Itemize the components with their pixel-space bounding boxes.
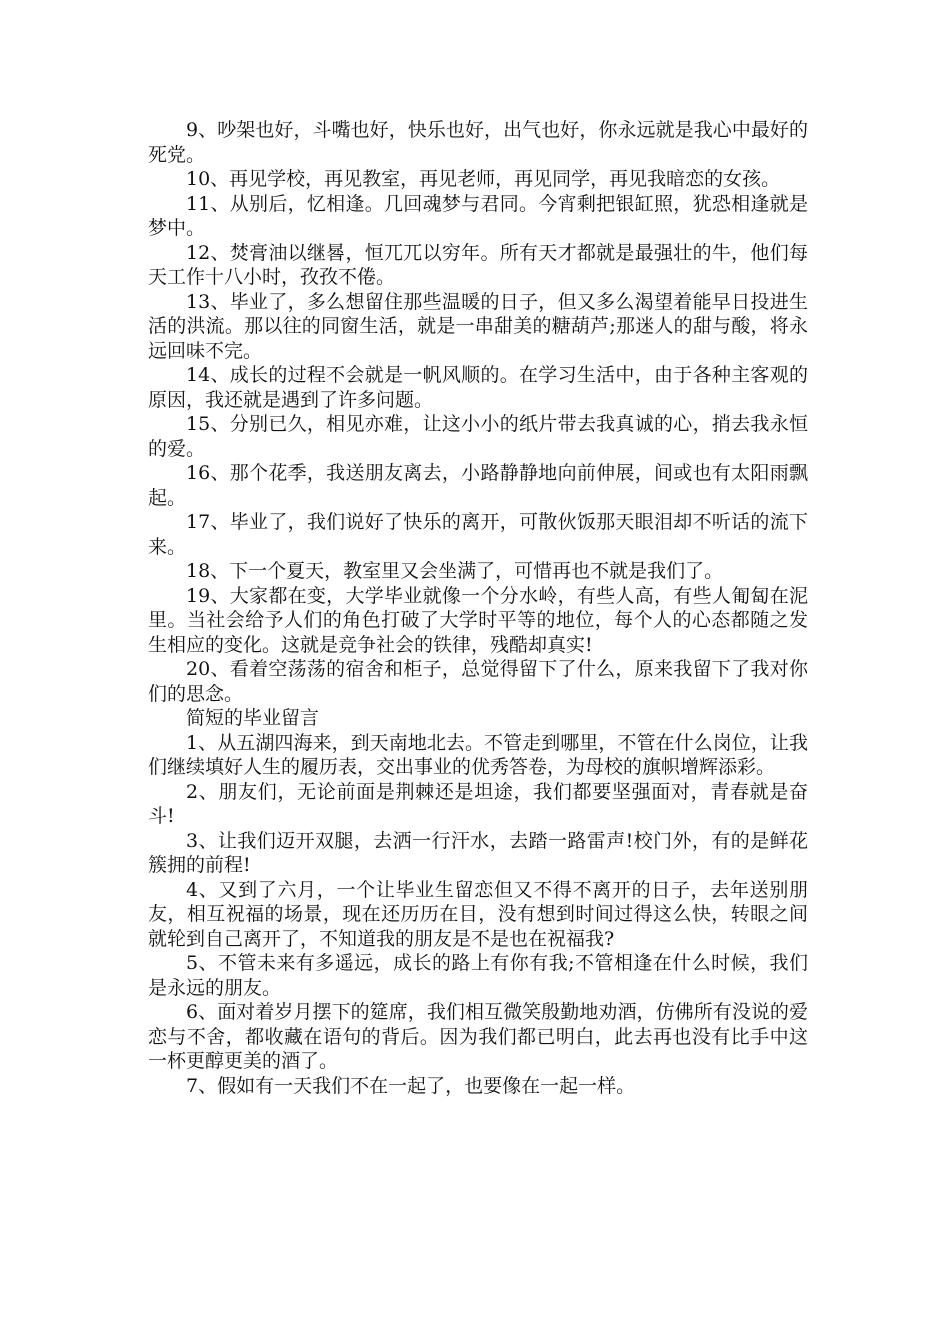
paragraph-item-18: 18、下一个夏天，教室里又会坐满了，可惜再也不就是我们了。 (186, 560, 724, 582)
paragraph-item-12: 12、焚膏油以继晷，恒兀兀以穷年。所有天才都就是最强壮的牛，他们每天工作十八小时，孜孜不倦。 (148, 241, 808, 288)
paragraph-item-17: 17、毕业了，我们说好了快乐的离开，可散伙饭那天眼泪却不听话的流下来。 (148, 511, 808, 558)
message-item-2: 2、朋友们，无论前面是荆棘还是坦途，我们都要坚强面对，青春就是奋斗! (148, 780, 808, 827)
document-body (148, 118, 808, 1098)
paragraph-item-10: 10、再见学校，再见教室，再见老师，再见同学，再见我暗恋的女孩。 (186, 168, 781, 190)
message-item-1: 1、从五湖四海来，到天南地北去。不管走到哪里，不管在什么岗位，让我们继续填好人生的履历表，交出事业的优秀答卷，为母校的旗帜增辉添彩。 (148, 731, 808, 778)
paragraph-item-20: 20、看着空荡荡的宿舍和柜子，总觉得留下了什么，原来我留下了我对你们的思念。 (148, 658, 808, 705)
paragraph-item-14: 14、成长的过程不会就是一帆风顺的。在学习生活中，由于各种主客观的原因，我还就是遇到了许多问题。 (148, 364, 808, 411)
paragraph-item-11: 11、从别后，忆相逢。几回魂梦与君同。今宵剩把银缸照，犹恐相逢就是梦中。 (148, 192, 808, 239)
paragraph-item-13: 13、毕业了，多么想留住那些温暖的日子，但又多么渴望着能早日投进生活的洪流。那以往的同窗生活，就是一串甜美的糖葫芦;那迷人的甜与酸，将永远回味不完。 (148, 290, 808, 362)
paragraph-item-9: 9、吵架也好，斗嘴也好，快乐也好，出气也好，你永远就是我心中最好的死党。 (148, 119, 808, 166)
paragraph-item-16: 16、那个花季，我送朋友离去，小路静静地向前伸展，间或也有太阳雨飘起。 (148, 462, 808, 509)
section-title: 简短的毕业留言 (186, 707, 320, 729)
message-item-3: 3、让我们迈开双腿，去洒一行汗水，去踏一路雷声!校门外，有的是鲜花簇拥的前程! (148, 829, 808, 876)
message-item-6: 6、面对着岁月摆下的筵席，我们相互微笑殷勤地劝酒，仿佛所有没说的爱恋与不舍，都收藏在语句的背后。因为我们都已明白，此去再也没有比手中这一杯更醇更美的酒了。 (148, 1001, 808, 1072)
message-item-7: 7、假如有一天我们不在一起了，也要像在一起一样。 (186, 1074, 636, 1097)
paragraph-item-19: 19、大家都在变，大学毕业就像一个分水岭，有些人高，有些人匍匐在泥里。当社会给予人们的角色打破了大学时平等的地位，每个人的心态都随之发生相应的变化。这就是竞争社会的铁律，残酷却真实! (148, 584, 808, 656)
paragraph-item-15: 15、分别已久，相见亦难，让这小小的纸片带去我真诚的心，捎去我永恒的爱。 (148, 413, 808, 460)
message-item-5: 5、不管未来有多遥远，成长的路上有你有我;不管相逢在什么时候，我们是永远的朋友。 (148, 952, 808, 999)
message-item-4: 4、又到了六月，一个让毕业生留恋但又不得不离开的日子，去年送别朋友，相互祝福的场景，现在还历历在目，没有想到时间过得这么快，转眼之间就轮到自己离开了，不知道我的朋友是不是也在祝福我? (148, 878, 808, 950)
